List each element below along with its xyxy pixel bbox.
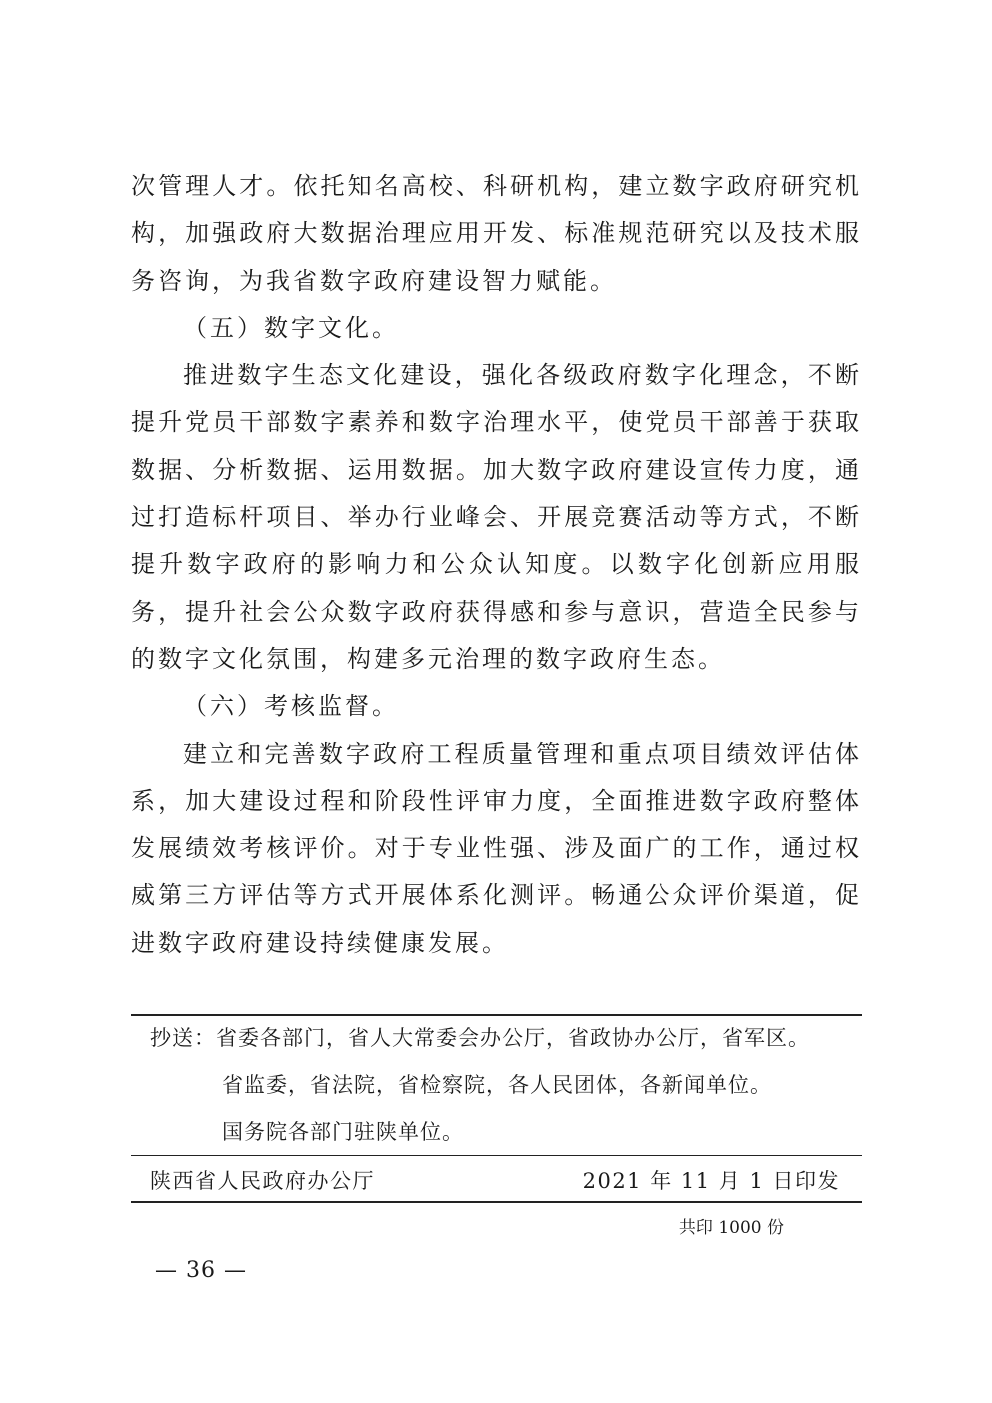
page-number: — 36 — <box>155 1258 247 1283</box>
issuing-office: 陕西省人民政府办公厅 <box>150 1169 375 1193</box>
issue-date: 2021 年 11 月 1 日印发 <box>582 1169 840 1193</box>
footer-top-rule <box>131 1014 862 1016</box>
paragraph-assessment-supervision: 建立和完善数字政府工程质量管理和重点项目绩效评估体系，加大建设过程和阶段性评审力度，全面推进数字政府整体发展绩效考核评价。对于专业性强、涉及面广的工作，通过权威第三方评估等方式开展体系化测评。畅通公众评价渠道，促进数字政府建设持续健康发展。 <box>131 739 862 957</box>
footer-bottom-rule <box>131 1201 862 1203</box>
cc-line-2: 省监委，省法院，省检察院，各人民团体，各新闻单位。 <box>222 1073 772 1097</box>
section-heading-5: （五）数字文化。 <box>183 313 399 342</box>
cc-line-1: 抄送：省委各部门，省人大常委会办公厅，省政协办公厅，省军区。 <box>150 1026 810 1050</box>
cc-line-3: 国务院各部门驻陕单位。 <box>222 1120 464 1144</box>
paragraph-continuation: 次管理人才。依托知名高校、科研机构，建立数字政府研究机构，加强政府大数据治理应用开发、标准规范研究以及技术服务咨询，为我省数字政府建设智力赋能。 <box>131 172 862 295</box>
document-body <box>131 163 862 967</box>
print-count: 共印 1000 份 <box>678 1218 784 1238</box>
footer-middle-rule <box>131 1155 862 1156</box>
paragraph-digital-culture: 推进数字生态文化建设，强化各级政府数字化理念，不断提升党员干部数字素养和数字治理水平，使党员干部善于获取数据、分析数据、运用数据。加大数字政府建设宣传力度，通过打造标杆项目、举办行业峰会、开展竞赛活动等方式，不断提升数字政府的影响力和公众认知度。以数字化创新应用服务，提升社会公众数字政府获得感和参与意识，营造全民参与的数字文化氛围，构建多元治理的数字政府生态。 <box>131 361 862 673</box>
section-heading-6: （六）考核监督。 <box>183 692 399 721</box>
